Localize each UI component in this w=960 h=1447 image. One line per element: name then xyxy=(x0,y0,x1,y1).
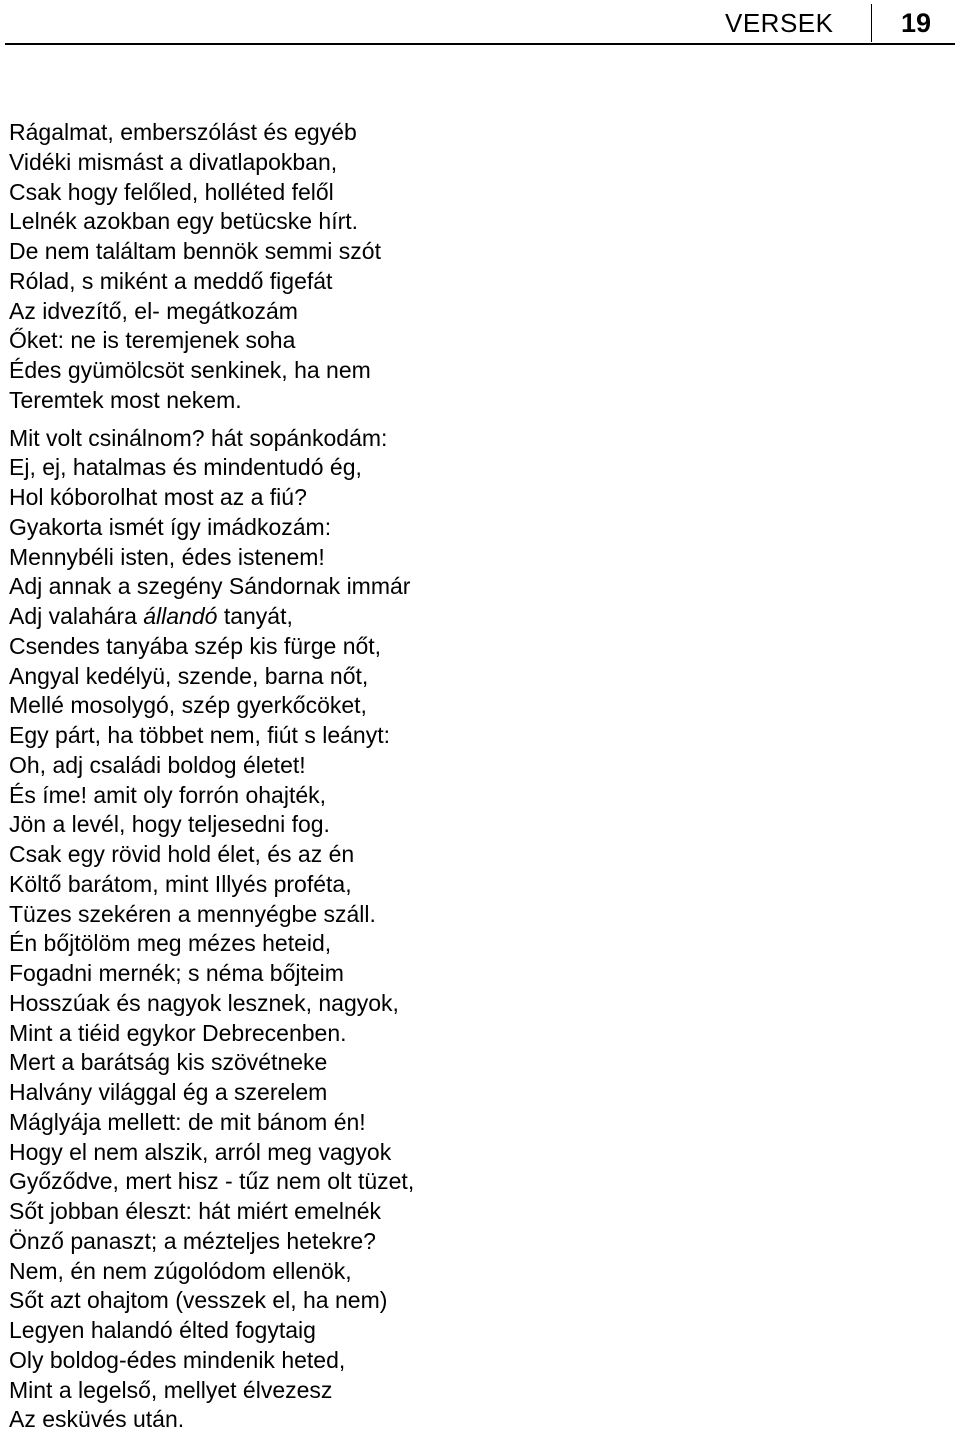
poem-line: Mert a barátság kis szövétneke xyxy=(9,1049,328,1076)
emphasized-word: állandó xyxy=(143,603,218,629)
poem-line: Vidéki mismást a divatlapokban, xyxy=(9,148,338,175)
poem-line: Hogy el nem alszik, arról meg vagyok xyxy=(9,1138,392,1165)
poem-line: Csak egy rövid hold élet, és az én xyxy=(9,841,355,867)
poem-line: Nem, én nem zúgolódom ellenök, xyxy=(9,1257,352,1284)
poem-line: Egy párt, ha többet nem, fiút s leányt: xyxy=(9,722,390,748)
poem-line: Gyakorta ismét így imádkozám: xyxy=(9,513,332,540)
poem-line: Őket: ne is teremjenek soha xyxy=(9,327,296,354)
line-part-after: tanyát, xyxy=(217,603,293,629)
poem-line: Ej, ej, hatalmas és mindentudó ég, xyxy=(9,454,362,481)
poem-line: De nem találtam bennök semmi szót xyxy=(9,238,381,264)
poem-block-1 xyxy=(9,118,949,416)
poem-body xyxy=(9,118,949,1435)
poem-block-2 xyxy=(9,424,949,603)
poem-line: Csak hogy felőled, holléted felől xyxy=(9,178,334,205)
poem-line: Sőt azt ohajtom (vesszek el, ha nem) xyxy=(9,1287,388,1314)
poem-line: Adj annak a szegény Sándornak immár xyxy=(9,573,411,600)
poem-line: Csendes tanyába szép kis fürge nőt, xyxy=(9,632,382,659)
poem-line: Rólad, s miként a meddő figefát xyxy=(9,267,333,294)
poem-line: Hosszúak és nagyok lesznek, nagyok, xyxy=(9,989,399,1016)
page-header xyxy=(0,0,960,46)
poem-line: Mint a tiéid egykor Debrecenben. xyxy=(9,1019,347,1046)
poem-line: Angyal kedélyü, szende, barna nőt, xyxy=(9,662,369,689)
poem-block-3 xyxy=(9,602,949,632)
poem-line: Mint a legelső, mellyet élvezesz xyxy=(9,1376,333,1403)
poem-line: Fogadni mernék; s néma bőjteim xyxy=(9,960,344,986)
poem-line: Édes gyümölcsöt senkinek, ha nem xyxy=(9,357,371,383)
poem-block-4 xyxy=(9,632,949,1435)
header-rule xyxy=(5,43,955,45)
poem-line: Én bőjtölöm meg mézes heteid, xyxy=(9,930,332,957)
poem-line: Halvány világgal ég a szerelem xyxy=(9,1079,328,1105)
poem-line: Rágalmat, emberszólást és egyéb xyxy=(9,119,357,145)
poem-line: Sőt jobban éleszt: hát miért emelnék xyxy=(9,1198,382,1224)
poem-line: És íme! amit oly forrón ohajték, xyxy=(9,781,327,808)
poem-line: Oly boldog-édes mindenik heted, xyxy=(9,1346,346,1373)
poem-line: Máglyája mellett: de mit bánom én! xyxy=(9,1108,366,1135)
section-title: VERSEK xyxy=(725,8,834,38)
poem-line: Oh, adj családi boldog életet! xyxy=(9,751,306,778)
poem-line: Lelnék azokban egy betücske hírt. xyxy=(9,208,359,235)
poem-line: Jön a levél, hogy teljesedni fog. xyxy=(9,811,330,838)
poem-line: Mennybéli isten, édes istenem! xyxy=(9,543,325,570)
poem-line: Legyen halandó élted fogytaig xyxy=(9,1317,316,1343)
poem-line: Hol kóborolhat most az a fiú? xyxy=(9,484,307,510)
poem-line-with-emphasis xyxy=(9,602,949,632)
poem-line: Teremtek most nekem. xyxy=(9,386,242,413)
poem-line: Mit volt csinálnom? hát sopánkodám: xyxy=(9,424,388,451)
poem-line: Költő barátom, mint Illyés proféta, xyxy=(9,870,352,897)
poem-line: Mellé mosolygó, szép gyerkőcöket, xyxy=(9,692,367,719)
line-part-before: Adj valahára xyxy=(9,603,144,629)
poem-line: Önző panaszt; a mézteljes hetekre? xyxy=(9,1227,376,1254)
poem-line: Az esküvés után. xyxy=(9,1406,185,1433)
poem-line: Az idvezítő, el- megátkozám xyxy=(9,297,298,324)
poem-line: Tüzes szekéren a mennyégbe száll. xyxy=(9,900,376,927)
poem-line: Győződve, mert hisz - tűz nem olt tüzet, xyxy=(9,1168,415,1195)
page-number: 19 xyxy=(900,8,932,38)
